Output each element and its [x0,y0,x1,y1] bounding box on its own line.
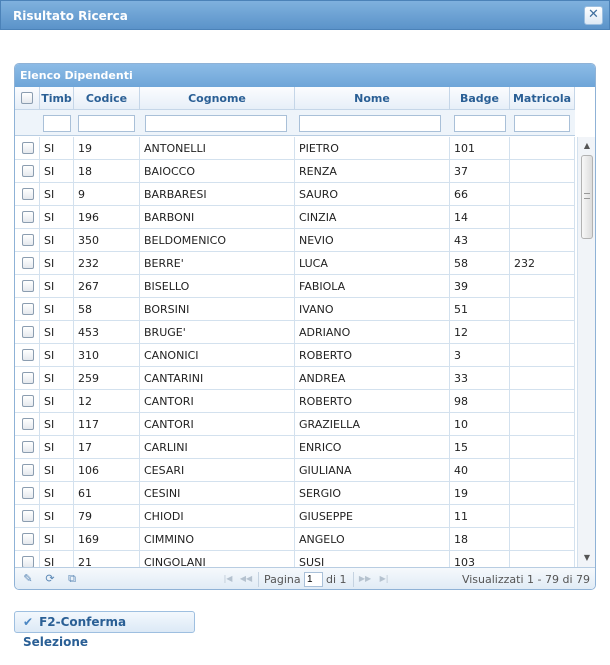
cell-cognome: BAIOCCO [140,160,295,183]
cell-select [15,321,40,344]
cell-cognome: BARBARESI [140,183,295,206]
cell-select [15,436,40,459]
cell-timb: SI [40,459,74,482]
table-row[interactable] [15,206,575,229]
cell-matricola [510,505,575,528]
table-row[interactable] [15,459,575,482]
cell-codice: 267 [74,275,140,298]
cell-nome: CINZIA [295,206,450,229]
cell-badge: 101 [450,137,510,160]
cell-timb: SI [40,298,74,321]
cell-cognome: CANTORI [140,390,295,413]
row-checkbox[interactable] [22,234,34,246]
cell-timb: SI [40,137,74,160]
cell-select [15,344,40,367]
cell-badge: 51 [450,298,510,321]
cell-nome: SAURO [295,183,450,206]
filter-cognome-input[interactable] [145,115,287,132]
cell-nome: FABIOLA [295,275,450,298]
cell-matricola [510,436,575,459]
row-checkbox[interactable] [22,326,34,338]
cell-cognome: CESINI [140,482,295,505]
cell-codice: 232 [74,252,140,275]
cell-select [15,459,40,482]
cell-codice: 19 [74,137,140,160]
cell-select [15,413,40,436]
table-row[interactable] [15,528,575,551]
cell-timb: SI [40,206,74,229]
row-checkbox[interactable] [22,510,34,522]
check-icon: ✔ [23,615,34,629]
table-row[interactable] [15,413,575,436]
cell-codice: 12 [74,390,140,413]
cell-badge: 3 [450,344,510,367]
column-header-timb[interactable]: Timb [40,87,74,110]
cell-timb: SI [40,551,74,567]
cell-badge: 33 [450,367,510,390]
row-checkbox[interactable] [22,142,34,154]
table-row[interactable] [15,252,575,275]
cell-badge: 15 [450,436,510,459]
cell-matricola [510,344,575,367]
cell-codice: 169 [74,528,140,551]
cell-codice: 58 [74,298,140,321]
edit-icon[interactable]: ✎ [23,572,33,585]
cell-timb: SI [40,505,74,528]
row-checkbox[interactable] [22,280,34,292]
cell-nome: LUCA [295,252,450,275]
cell-select [15,298,40,321]
cell-nome: PIETRO [295,137,450,160]
cell-nome: NEVIO [295,229,450,252]
filter-matricola-input[interactable] [514,115,570,132]
cell-select [15,183,40,206]
cell-codice: 117 [74,413,140,436]
cell-select [15,528,40,551]
column-header-codice[interactable]: Codice [74,87,140,110]
cell-badge: 11 [450,505,510,528]
filter-codice-input[interactable] [78,115,135,132]
cell-badge: 14 [450,206,510,229]
table-row[interactable] [15,321,575,344]
column-header-nome[interactable]: Nome [295,87,450,110]
cell-select [15,390,40,413]
cell-matricola [510,413,575,436]
prev-page-icon[interactable]: ◀◀ [239,574,253,583]
cell-nome: ENRICO [295,436,450,459]
row-checkbox[interactable] [22,257,34,269]
cell-timb: SI [40,413,74,436]
cell-timb: SI [40,528,74,551]
row-checkbox[interactable] [22,211,34,223]
cell-select [15,252,40,275]
cell-timb: SI [40,436,74,459]
cell-cognome: BERRE' [140,252,295,275]
cell-nome: ROBERTO [295,344,450,367]
select-all-checkbox[interactable] [21,92,33,104]
dialog-title: Risultato Ricerca [13,9,128,23]
cell-cognome: CESARI [140,459,295,482]
row-checkbox[interactable] [22,372,34,384]
row-checkbox[interactable] [22,487,34,499]
page-total-label: di 1 [326,573,347,586]
cell-matricola [510,321,575,344]
filter-row [15,110,575,136]
cell-cognome: CINGOLANI [140,551,295,567]
filter-badge-input[interactable] [454,115,506,132]
cell-codice: 196 [74,206,140,229]
grid-header-row [15,87,575,110]
dialog-titlebar [0,0,610,30]
cell-codice: 259 [74,367,140,390]
cell-matricola [510,459,575,482]
cell-timb: SI [40,275,74,298]
cell-nome: RENZA [295,160,450,183]
cell-timb: SI [40,252,74,275]
grip-icon [584,193,590,199]
row-checkbox[interactable] [22,464,34,476]
confirm-selection-button[interactable] [14,611,195,649]
cell-codice: 18 [74,160,140,183]
row-checkbox[interactable] [22,556,34,567]
vertical-scrollbar[interactable] [577,137,595,567]
cell-cognome: ANTONELLI [140,137,295,160]
cell-cognome: CHIODI [140,505,295,528]
table-row[interactable] [15,482,575,505]
cell-select [15,275,40,298]
records-summary: Visualizzati 1 - 79 di 79 [461,573,590,586]
cell-timb: SI [40,367,74,390]
cell-badge: 37 [450,160,510,183]
cell-nome: SERGIO [295,482,450,505]
cell-matricola [510,482,575,505]
cell-nome: ANGELO [295,528,450,551]
scroll-up-icon[interactable]: ▲ [583,141,591,150]
table-row[interactable] [15,436,575,459]
table-row[interactable] [15,298,575,321]
grid-pager [15,567,595,590]
pager-separator [353,572,354,587]
cell-badge: 18 [450,528,510,551]
table-row[interactable] [15,344,575,367]
cell-codice: 17 [74,436,140,459]
cell-nome: GIUSEPPE [295,505,450,528]
cell-badge: 12 [450,321,510,344]
cell-matricola [510,298,575,321]
cell-select [15,229,40,252]
cell-badge: 19 [450,482,510,505]
cell-select [15,551,40,567]
cell-cognome: BARBONI [140,206,295,229]
row-checkbox[interactable] [22,349,34,361]
row-checkbox[interactable] [22,188,34,200]
cell-timb: SI [40,160,74,183]
last-page-icon[interactable]: ▶| [379,574,389,583]
cell-cognome: BORSINI [140,298,295,321]
cell-timb: SI [40,482,74,505]
table-row[interactable] [15,367,575,390]
table-row[interactable] [15,551,575,567]
refresh-icon[interactable]: ⟳ [45,572,55,585]
cell-badge: 40 [450,459,510,482]
cell-cognome: BISELLO [140,275,295,298]
cell-nome: IVANO [295,298,450,321]
row-checkbox[interactable] [22,165,34,177]
row-checkbox[interactable] [22,303,34,315]
cell-nome: GRAZIELLA [295,413,450,436]
cell-nome: GIULIANA [295,459,450,482]
cell-badge: 103 [450,551,510,567]
cell-cognome: BRUGE' [140,321,295,344]
cell-matricola [510,137,575,160]
page-number-input[interactable] [304,572,323,587]
cell-badge: 98 [450,390,510,413]
first-page-icon[interactable]: |◀ [223,574,233,583]
cell-codice: 9 [74,183,140,206]
cell-nome: SUSI [295,551,450,567]
filter-timb-input[interactable] [43,115,71,132]
cell-codice: 61 [74,482,140,505]
cell-matricola [510,275,575,298]
cell-timb: SI [40,344,74,367]
cell-codice: 350 [74,229,140,252]
row-checkbox[interactable] [22,418,34,430]
table-row[interactable] [15,275,575,298]
cell-timb: SI [40,183,74,206]
cell-cognome: CARLINI [140,436,295,459]
row-checkbox[interactable] [22,395,34,407]
select-all-header[interactable] [15,87,40,110]
cell-timb: SI [40,390,74,413]
pager-separator [258,572,259,587]
cell-cognome: BELDOMENICO [140,229,295,252]
cell-matricola [510,206,575,229]
cell-cognome: CANTORI [140,413,295,436]
cell-timb: SI [40,229,74,252]
table-row[interactable] [15,137,575,160]
table-row[interactable] [15,505,575,528]
column-header-matricola[interactable]: Matricola [510,87,575,110]
cell-matricola [510,183,575,206]
column-header-cognome[interactable]: Cognome [140,87,295,110]
cell-select [15,482,40,505]
cell-codice: 310 [74,344,140,367]
cell-matricola [510,229,575,252]
cell-badge: 58 [450,252,510,275]
cell-cognome: CIMMINO [140,528,295,551]
cell-nome: ADRIANO [295,321,450,344]
cell-nome: ROBERTO [295,390,450,413]
cell-cognome: CANONICI [140,344,295,367]
cell-matricola [510,367,575,390]
scroll-down-icon[interactable]: ▼ [583,553,591,562]
column-header-badge[interactable]: Badge [450,87,510,110]
cell-select [15,160,40,183]
cell-matricola [510,390,575,413]
cell-badge: 10 [450,413,510,436]
filter-nome-input[interactable] [299,115,441,132]
cell-matricola [510,551,575,567]
cell-codice: 79 [74,505,140,528]
table-row[interactable] [15,229,575,252]
grid-body [15,137,575,567]
cell-codice: 453 [74,321,140,344]
confirm-selection-label: F2-Conferma Selezione [23,615,127,649]
cell-codice: 106 [74,459,140,482]
row-checkbox[interactable] [22,533,34,545]
employee-grid [14,63,596,590]
cell-matricola [510,160,575,183]
cell-timb: SI [40,321,74,344]
cell-select [15,367,40,390]
cell-select [15,137,40,160]
cell-cognome: CANTARINI [140,367,295,390]
cell-badge: 39 [450,275,510,298]
table-row[interactable] [15,160,575,183]
next-page-icon[interactable]: ▶▶ [358,574,372,583]
export-icon[interactable]: ⧉ [68,572,76,585]
cell-nome: ANDREA [295,367,450,390]
close-icon[interactable]: ✕ [584,6,603,25]
cell-badge: 43 [450,229,510,252]
cell-matricola: 232 [510,252,575,275]
table-row[interactable] [15,183,575,206]
page-label: Pagina [264,573,301,586]
row-checkbox[interactable] [22,441,34,453]
table-row[interactable] [15,390,575,413]
cell-badge: 66 [450,183,510,206]
cell-select [15,505,40,528]
cell-matricola [510,528,575,551]
cell-select [15,206,40,229]
cell-codice: 21 [74,551,140,567]
grid-caption: Elenco Dipendenti [15,64,595,87]
scroll-thumb[interactable] [581,155,593,239]
